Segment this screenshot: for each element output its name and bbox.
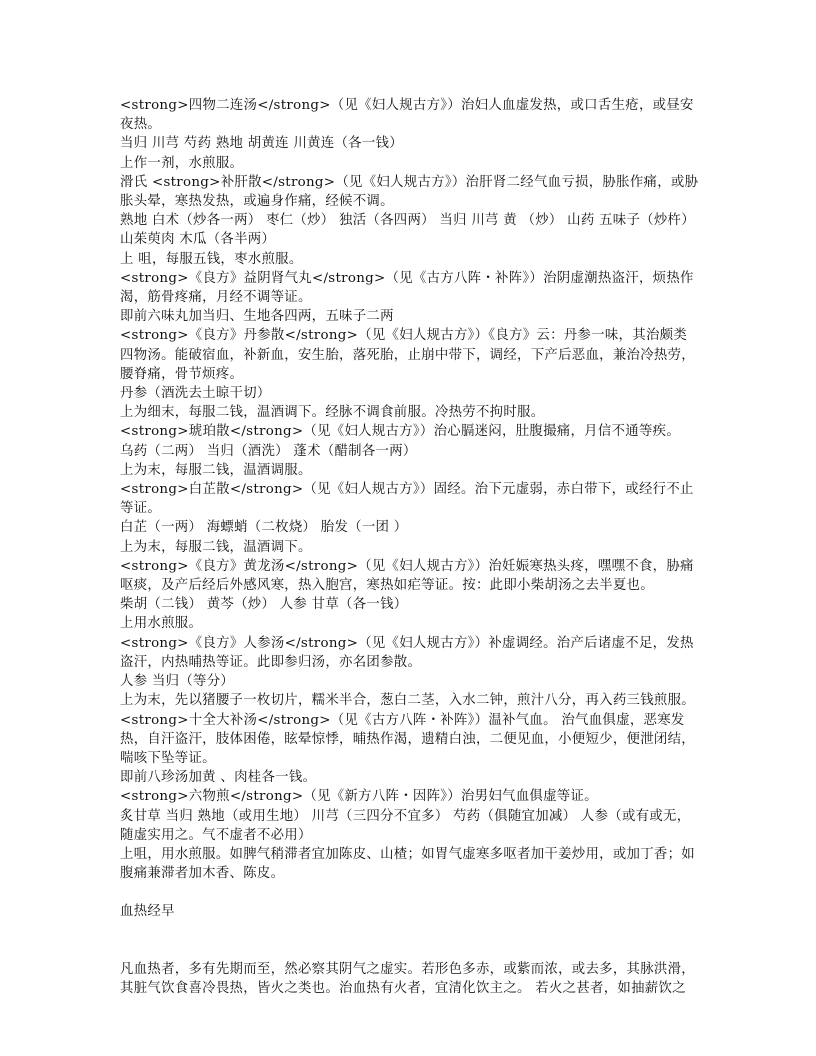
text-line: <strong>《良方》人参汤</strong>（见《妇人规古方》）补虚调经。治产后诸虚不足，发热盗汗，内热晡热等证。此即参归汤，亦名团参散。	[120, 635, 694, 670]
text-line: 上 咀，每服五钱，枣水煎服。	[120, 251, 303, 267]
text-line: 上用水煎服。	[120, 616, 203, 632]
text-line: 上为末，每服二钱，温酒调服。	[120, 462, 312, 478]
text-line: <strong>六物煎</strong>（见《新方八阵・因阵》）治男妇气血俱虚等证。	[120, 789, 598, 805]
text-line: 人参 当归（等分）	[120, 674, 235, 690]
text-line: 滑氏 <strong>补肝散</strong>（见《妇人规古方》）治肝肾二经气血亏损，胁胀作痛，或胁胀头晕，寒热发热，或遍身作痛，经候不调。	[120, 174, 699, 210]
spacer	[120, 922, 700, 960]
text-line: 即前八珍汤加黄 、肉桂各一钱。	[120, 770, 317, 786]
text-line: 凡血热者，多有先期而至，然必察其阴气之虚实。若形色多赤，或紫而浓，或去多，其脉洪滑，其脏气饮食喜冷畏热，皆火之类也。治血热有火者，宜清化饮主之。 若火之甚者，如抽薪饮之	[120, 961, 696, 996]
text-line: 熟地 白术（炒各一两） 枣仁（炒） 独活（各四两） 当归 川芎 黄 （炒） 山药 五味子（炒杵）山茱萸肉 木瓜（各半两）	[120, 213, 695, 248]
text-line: 上作一剂，水煎服。	[120, 155, 244, 171]
text-line: <strong>四物二连汤</strong>（见《妇人规古方》）治妇人血虚发热，或口舌生疮，或昼安夜热。	[120, 98, 694, 133]
text-line: <strong>《良方》丹参散</strong>（见《妇人规古方》）《良方》云：丹参一味，其治颇类四物汤。能破宿血，补新血，安生胎，落死胎，止崩中带下，调经，下产后恶血，兼治冷热劳，腰脊痛，骨节烦疼。	[120, 328, 696, 382]
text-line: <strong>《良方》益阴肾气丸</strong>（见《古方八阵・补阵》）治阴虚潮热盗汗，烦热作渴，筋骨疼痛，月经不调等证。	[120, 270, 694, 306]
text-line: <strong>《良方》黄龙汤</strong>（见《妇人规古方》）治妊娠寒热头疼，嘿嘿不食，胁痛呕痰，及产后经后外感风寒，热入胞宫，寒热如疟等证。按：此即小柴胡汤之去半夏也。	[120, 558, 694, 594]
text-line: 柴胡（二钱） 黄芩（炒） 人参 甘草（各一钱）	[120, 597, 408, 613]
text-line: 炙甘草 当归 熟地（或用生地） 川芎（三四分不宜多） 芍药（俱随宜加减） 人参（或有或无，随虚实用之。气不虚者不必用）	[120, 808, 691, 843]
text-line: <strong>琥珀散</strong>（见《妇人规古方》）治心膈迷闷，肚腹撮痛，月信不通等疾。	[120, 424, 681, 440]
text-line: 乌药（二两） 当归（酒洗） 蓬术（醋制各一两）	[120, 443, 417, 459]
spacer	[120, 883, 700, 902]
text-line: 上为细末，每服二钱，温酒调下。经脉不调食前服。冷热劳不拘时服。	[120, 405, 545, 421]
text-line: 上为末，每服二钱，温酒调下。	[120, 539, 312, 555]
text-line: 即前六味丸加当归、生地各四两，五味子二两	[120, 309, 394, 325]
text-line: <strong>白芷散</strong>（见《妇人规古方》）固经。治下元虚弱，赤白带下，或经行不止等证。	[120, 482, 694, 517]
text-line: 白芷（一两） 海螵蛸（二枚烧） 胎发（一团 ）	[120, 520, 408, 536]
text-line: 上为末，先以猪腰子一枚切片，糯米半合，葱白二茎，入水二钟，煎汁八分，再入药三钱煎服。	[120, 693, 696, 709]
document-page	[120, 96, 700, 998]
text-line: 当归 川芎 芍药 熟地 胡黄连 川黄连（各一钱）	[120, 136, 403, 152]
text-line: 丹参（酒洗去土晾干切）	[120, 386, 271, 402]
text-line: <strong>十全大补汤</strong>（见《古方八阵・补阵》）温补气血。 治气血俱虚，恶寒发热，自汗盗汗，肢体困倦，眩晕惊悸，晡热作渴，遗精白浊，二便见血，小便短少，便泄闭结，喘咳下坠等证。	[120, 712, 696, 766]
section-heading: 血热经早	[120, 904, 175, 920]
text-line: 上咀，用水煎服。如脾气稍滞者宜加陈皮、山楂；如胃气虚寒多呕者加干姜炒用，或加丁香；如腹痛兼滞者加木香、陈皮。	[120, 846, 696, 882]
